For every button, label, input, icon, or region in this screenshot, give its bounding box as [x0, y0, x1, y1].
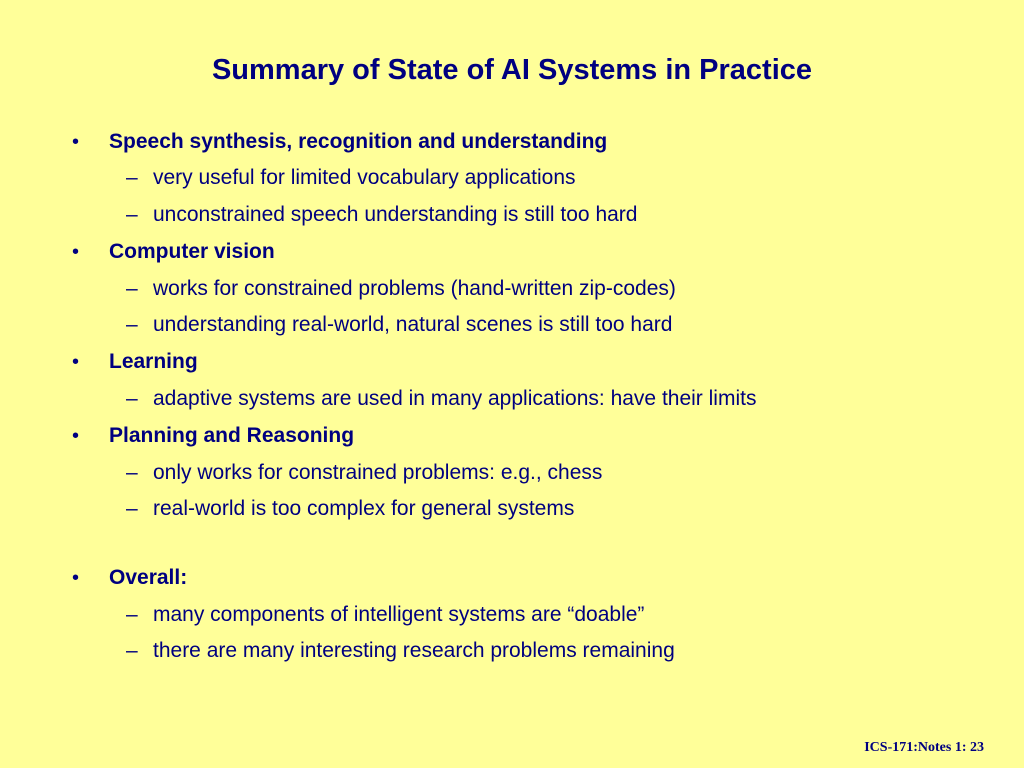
bullet-label: Overall: — [109, 566, 188, 589]
sub-item-text: there are many interesting research problems remaining — [153, 639, 675, 662]
bullet-marker: • — [72, 425, 80, 447]
sub-item-text: adaptive systems are used in many applications: have their limits — [153, 387, 757, 410]
bullet-label: Speech synthesis, recognition and understanding — [109, 130, 608, 153]
dash-marker: – — [126, 639, 138, 662]
sub-item-text: unconstrained speech understanding is still too hard — [153, 203, 638, 226]
bullet-label: Computer vision — [109, 240, 275, 263]
sub-item-text: real-world is too complex for general systems — [153, 497, 575, 520]
sub-item-text: very useful for limited vocabulary applications — [153, 166, 576, 189]
dash-marker: – — [126, 166, 138, 189]
dash-marker: – — [126, 461, 138, 484]
sub-item-text: works for constrained problems (hand-written zip-codes) — [153, 277, 676, 300]
bullet-marker: • — [72, 241, 80, 263]
sub-item-text: understanding real-world, natural scenes is still too hard — [153, 313, 673, 336]
dash-marker: – — [126, 313, 138, 336]
dash-marker: – — [126, 387, 138, 410]
dash-marker: – — [126, 497, 138, 520]
dash-marker: – — [126, 203, 138, 226]
sub-item-text: many components of intelligent systems are “doable” — [153, 603, 645, 626]
bullet-label: Learning — [109, 350, 198, 373]
slide-footer: ICS-171:Notes 1: 23 — [864, 740, 984, 755]
bullet-marker: • — [72, 567, 80, 589]
dash-marker: – — [126, 277, 138, 300]
dash-marker: – — [126, 603, 138, 626]
bullet-marker: • — [72, 351, 80, 373]
slide-title: Summary of State of AI Systems in Practice — [211, 54, 813, 86]
bullet-label: Planning and Reasoning — [109, 424, 355, 447]
sub-item-text: only works for constrained problems: e.g., chess — [153, 461, 603, 484]
bullet-marker: • — [72, 131, 80, 153]
